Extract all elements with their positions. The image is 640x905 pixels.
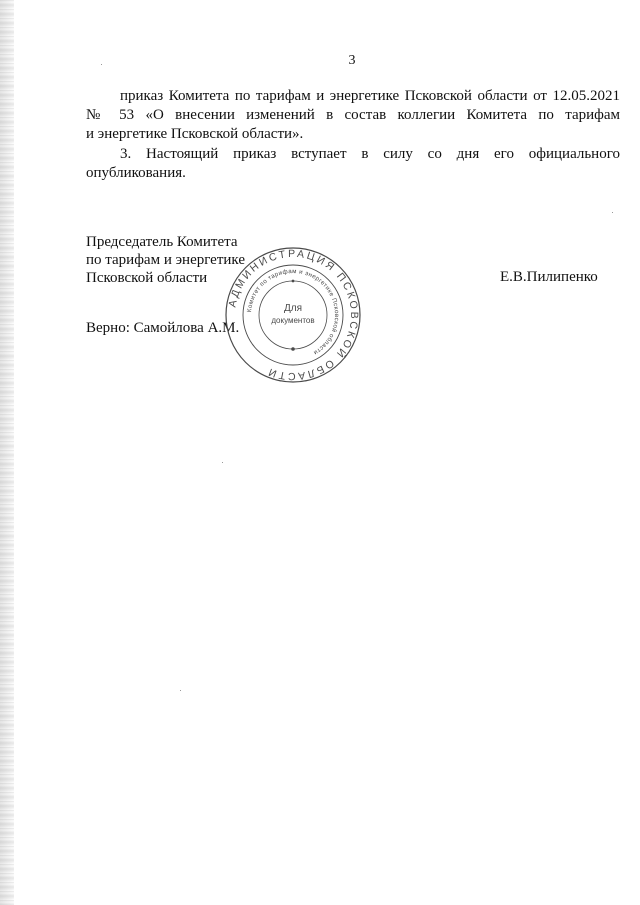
text-line: № 53 «О внесении изменений в состав коллегии Комитета по тарифам: [86, 107, 620, 123]
text-line: и энергетике Псковской области».: [86, 126, 304, 142]
text-line: опубликования.: [86, 165, 186, 181]
text-line: приказ Комитета по тарифам и энергетике Псковской области от 12.05.2021: [120, 88, 620, 104]
scan-speck: [222, 462, 223, 463]
page-number: 3: [348, 53, 356, 68]
signer-title-line: Псковской области: [86, 270, 208, 286]
signer-title-line: по тарифам и энергетике: [86, 252, 245, 268]
signer-title-line: Председатель Комитета: [86, 234, 238, 250]
signer-title: [86, 233, 245, 287]
seal-graphic: [223, 245, 363, 385]
seal-center-line1: Для: [283, 303, 303, 314]
paragraph-order-reference: [86, 87, 620, 144]
scan-edge-artifact: [0, 0, 14, 905]
seal-inner-ring: [259, 281, 327, 349]
seal-center-line2: документов: [271, 316, 315, 325]
text-line: 3. Настоящий приказ вступает в силу со дня его официального: [120, 146, 620, 162]
seal-star-dot: [291, 347, 295, 351]
signer-name: Е.В.Пилипенко: [500, 269, 598, 285]
seal-top-dot: [292, 280, 295, 283]
paragraph-effective-date: [86, 145, 620, 183]
scan-speck: [180, 690, 181, 691]
seal-outer-text: АДМИНИСТРАЦИЯ ПСКОВСКОЙ ОБЛАСТИ: [226, 247, 361, 383]
certification-text: Верно: Самойлова А.М.: [86, 320, 240, 336]
official-seal: [223, 245, 363, 385]
scan-speck: [101, 64, 102, 65]
scan-speck: [612, 212, 613, 213]
seal-inner-text: Комитет по тарифам и энергетике Псковской области: [246, 267, 341, 357]
